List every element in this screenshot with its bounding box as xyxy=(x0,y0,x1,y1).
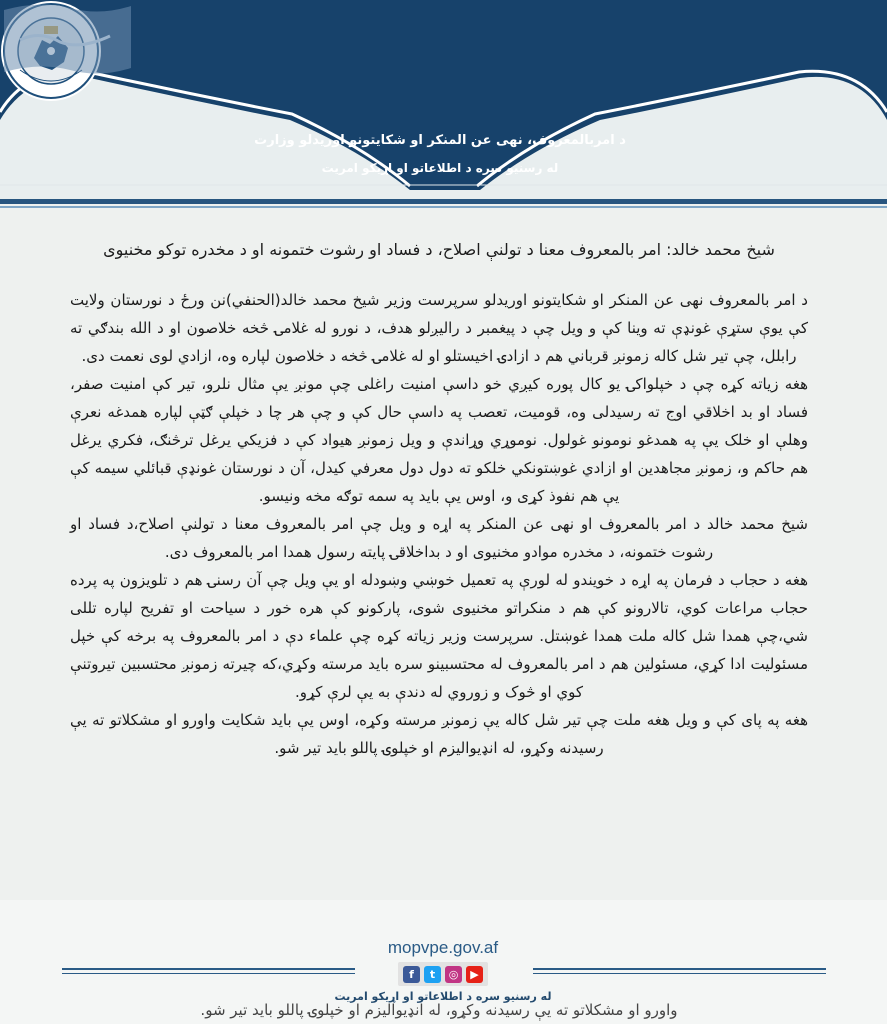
footer-rule-right-thin xyxy=(533,973,826,974)
header-divider xyxy=(0,199,887,204)
footer-rule-right xyxy=(533,968,826,970)
article-paragraph: هغه په پای کې و ویل هغه ملت چې تیر شل کاله یې زمونږ مرسته وکړه، اوس یې باید شکایت واورو او مشکلاتو ته یې رسیدنه وکړو، له انډیوالیزم او خپلوۍ پاللو باید تیر شو. xyxy=(70,711,808,757)
article-headline: شیخ محمد خالد: امر بالمعروف معنا د تولنې اصلاح، د فساد او رشوت ختمونه او د مخدره توکو مخنیوی xyxy=(103,240,775,259)
footer-rule-left-thin xyxy=(62,973,355,974)
youtube-icon[interactable]: ▶ xyxy=(466,966,483,983)
website-link[interactable]: mopvpe.gov.af xyxy=(387,938,499,957)
instagram-icon[interactable]: ◎ xyxy=(445,966,462,983)
directorate-name: له رسنيو سره د اطلاعاتو او اړيکو امريت xyxy=(321,161,559,175)
footer-rule-left xyxy=(62,968,355,970)
article-paragraph: شیخ محمد خالد د امر بالمعروف او نهی عن المنکر په اړه و ویل چې امر بالمعروف معنا د تولنې اصلاح،د فساد او رشوت ختمونه، د مخدره موادو مخنیوی او د بداخلاقۍ پایته رسول همدا امر بالمعروف دی. xyxy=(70,515,808,561)
facebook-icon[interactable]: f xyxy=(403,966,420,983)
article-paragraph: هغه زیاته کړه چې د خپلواکۍ یو کال پوره کیږي خو داسې امنیت راغلی چې مونږ یې مثال نلرو، تیر کې امنیت صفر، فساد او بد اخلاقي اوج ته رسیدلی وه، قومیت، تعصب په داسې حال کې و چې هر چا د خپلې ګټې لپاره همدغه نعرې وهلې او خلک یې په همدغو نومونو غولول. نوموړي وړاندې و ویل زمونږ هیواد کې د فزیکي یرغل ترڅنګ، فکري یرغل هم حاکم و، زمونږ مجاهدین او ازادي غوښتونکي خلکو ته دول دول معرفي کیدل، آن د نورستان غونډې قبائلي سیمه کې یې هم نفوذ کړی و، اوس یې باید په سمه توګه مخه ونیسو. xyxy=(70,375,808,505)
ministry-name: د امربالمعروف، نهی عن المنکر او شکايتونو اوريدلو وزارت xyxy=(254,133,626,148)
letterhead-header xyxy=(0,0,887,200)
article-paragraph: د امر بالمعروف نهی عن المنکر او شکایتونو اوریدلو سرپرست وزیر شیخ محمد خالد(الحنفي)نن ورځ د نورستان ولایت کې یوې ستړې غونډې ته وینا کې و ویل چې د پیغمبر د رالیږلو هدف، د نورو له غلامۍ څخه خلاصون او د الله بندګي ته رابلل، چې تیر شل کاله زمونږ قرباني هم د ازادۍ اخیستلو او له غلامۍ څخه د خلاصون لپاره وه، ازادي لوی نعمت دی. xyxy=(70,291,808,365)
social-icons xyxy=(398,962,488,986)
bleed-through-text xyxy=(70,1001,808,1024)
article-paragraph: هغه د حجاب د فرمان په اړه د خویندو له لورې په تعمیل خوښي وښودله او یې ویل چې آن رسنۍ هم د تلویزون په پرده حجاب مراعات کوي، تالارونو کې هم د منکراتو مخنیوی شوی، پارکونو کې هره خور د سیاحت او تفریح لپاره تللی شي،چې همدا شل کاله ملت همدا غوښتل. سرپرست وزیر زیاته کړه چې علماء دې د امر بالمعروف په برخه کې خپل مسئولیت ادا کړي، مسئولین هم د امر بالمعروف له محتسبینو سره باید مرسته وکړي،که چیرته زمونږ محتسبین تیروتنې کوي او څوک و زوروي له دندې به یې لرې کړو. xyxy=(70,571,808,701)
footer-caption: له رسنيو سره د اطلاعاتو او اړيکو امريت xyxy=(334,990,552,1003)
article-body xyxy=(70,236,808,762)
white-flag-graphic xyxy=(0,0,135,78)
header-divider-thin xyxy=(0,206,887,208)
bleed-through-line: واورو او مشکلاتو ته یې رسیدنه وکړو، له انډیوالیزم او خپلوۍ پاللو باید تیر شو. xyxy=(200,1001,678,1019)
emblem-caption xyxy=(403,112,485,113)
twitter-icon[interactable]: t xyxy=(424,966,441,983)
